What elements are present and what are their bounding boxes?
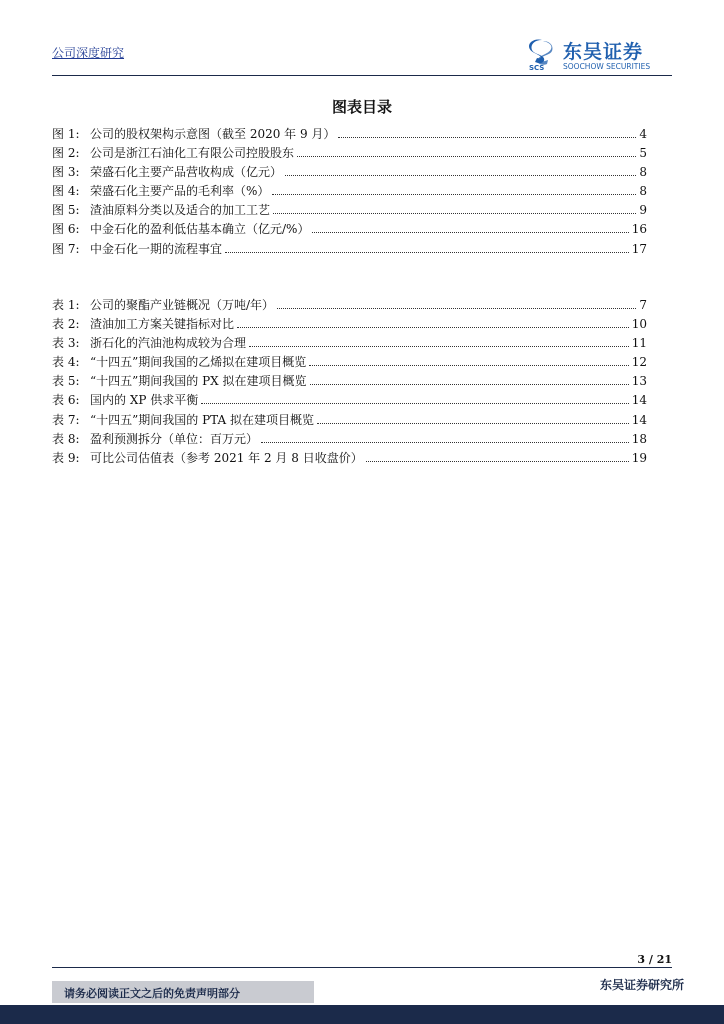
logo-chinese-name: 东吴证券 <box>563 41 644 63</box>
entry-page: 19 <box>631 450 647 465</box>
toc-table-entry[interactable] <box>52 411 647 430</box>
toc-figure-entry[interactable] <box>52 220 647 239</box>
entry-text: 渣油原料分类以及适合的加工工艺 <box>90 203 271 218</box>
toc-figure-entry[interactable] <box>52 125 647 144</box>
toc-table-entry[interactable] <box>52 430 647 449</box>
entry-text: “十四五”期间我国的 PTA 拟在建项目概览 <box>90 412 314 427</box>
entry-text: 中金石化的盈利低估基本确立（亿元/%） <box>90 222 310 237</box>
entry-label: 表 4: <box>52 355 80 370</box>
toc-title: 图表目录 <box>331 98 392 116</box>
toc-table-entry[interactable] <box>52 372 647 391</box>
header-divider <box>52 75 672 76</box>
entry-page: 9 <box>639 203 647 218</box>
dot-leader <box>338 128 636 138</box>
entry-label: 图 7: <box>52 241 80 256</box>
entry-page: 14 <box>631 412 647 427</box>
figure-list <box>52 125 647 259</box>
entry-text: 国内的 XP 供求平衡 <box>90 393 199 408</box>
entry-label: 图 4: <box>52 184 80 199</box>
toc-figure-entry[interactable] <box>52 182 647 201</box>
entry-label: 图 1: <box>52 127 80 141</box>
footer-divider <box>52 967 672 968</box>
entry-label: 表 7: <box>52 412 80 427</box>
dot-leader <box>317 414 629 424</box>
table-list <box>52 296 647 468</box>
page-number: 3 / 21 <box>637 953 672 966</box>
dot-leader <box>249 337 629 347</box>
entry-page: 8 <box>639 184 647 199</box>
dot-leader <box>201 394 628 404</box>
entry-page: 11 <box>631 336 647 351</box>
entry-label: 图 6: <box>52 222 80 237</box>
toc-table-entry[interactable] <box>52 391 647 410</box>
dot-leader <box>261 433 629 443</box>
dot-leader <box>285 166 636 176</box>
entry-label: 表 2: <box>52 317 80 332</box>
dot-leader <box>366 452 629 462</box>
entry-text: 荣盛石化主要产品的毛利率（%） <box>90 184 270 199</box>
entry-label: 图 5: <box>52 203 80 218</box>
entry-label: 图 2: <box>52 146 80 161</box>
entry-page: 18 <box>631 431 647 446</box>
logo-english-name: SOOCHOW SECURITIES <box>563 62 651 71</box>
dot-leader <box>310 375 629 385</box>
entry-text: “十四五”期间我国的乙烯拟在建项目概览 <box>90 355 307 370</box>
entry-label: 表 3: <box>52 336 80 351</box>
entry-text: 公司是浙江石油化工有限公司控股股东 <box>90 146 295 161</box>
entry-label: 表 8: <box>52 431 80 446</box>
toc-figure-entry[interactable] <box>52 201 647 220</box>
dot-leader <box>273 204 636 214</box>
toc-table-entry[interactable] <box>52 353 647 372</box>
section-title: 公司深度研究 <box>52 46 125 60</box>
entry-page: 17 <box>631 241 647 256</box>
toc-table-entry[interactable] <box>52 296 647 315</box>
entry-text: 可比公司估值表（参考 2021 年 2 月 8 日收盘价） <box>90 450 363 465</box>
entry-page: 4 <box>639 127 647 141</box>
toc-figure-entry[interactable] <box>52 163 647 182</box>
entry-page: 7 <box>639 298 647 312</box>
entry-page: 12 <box>631 355 647 370</box>
entry-page: 5 <box>639 146 647 161</box>
dot-leader <box>309 356 628 366</box>
entry-label: 表 1: <box>52 298 80 312</box>
entry-page: 8 <box>639 165 647 180</box>
toc-figure-entry[interactable] <box>52 144 647 163</box>
entry-text: 盈利预测拆分（单位：百万元） <box>90 431 259 446</box>
entry-label: 表 6: <box>52 393 80 408</box>
institute-name: 东吴证券研究所 <box>599 978 684 992</box>
entry-text: “十四五”期间我国的 PX 拟在建项目概览 <box>90 374 307 389</box>
toc-figure-entry[interactable] <box>52 240 647 259</box>
entry-text: 中金石化一期的流程事宜 <box>90 241 223 256</box>
entry-page: 14 <box>631 393 647 408</box>
entry-text: 公司的聚酯产业链概况（万吨/年） <box>90 298 275 312</box>
entry-text: 公司的股权架构示意图（截至 2020 年 9 月） <box>90 127 336 141</box>
footer-bar <box>0 1005 724 1024</box>
soochow-logo-icon <box>527 39 557 71</box>
entry-text: 荣盛石化主要产品营收构成（亿元） <box>90 165 283 180</box>
entry-label: 表 9: <box>52 450 80 465</box>
dot-leader <box>272 185 636 195</box>
dot-leader <box>225 243 629 253</box>
entry-page: 16 <box>631 222 647 237</box>
entry-text: 渣油加工方案关键指标对比 <box>90 317 235 332</box>
dot-leader <box>277 299 636 309</box>
dot-leader <box>237 318 629 328</box>
entry-page: 13 <box>631 374 647 389</box>
toc-table-entry[interactable] <box>52 449 647 468</box>
toc-table-entry[interactable] <box>52 315 647 334</box>
logo-mark-text: SCS <box>529 64 545 71</box>
toc-table-entry[interactable] <box>52 334 647 353</box>
dot-leader <box>312 223 628 233</box>
entry-page: 10 <box>631 317 647 332</box>
entry-label: 表 5: <box>52 374 80 389</box>
disclaimer-text: 请务必阅读正文之后的免责声明部分 <box>64 987 240 1000</box>
company-logo <box>527 37 677 73</box>
entry-label: 图 3: <box>52 165 80 180</box>
entry-text: 浙石化的汽油池构成较为合理 <box>90 336 247 351</box>
dot-leader <box>297 147 636 157</box>
